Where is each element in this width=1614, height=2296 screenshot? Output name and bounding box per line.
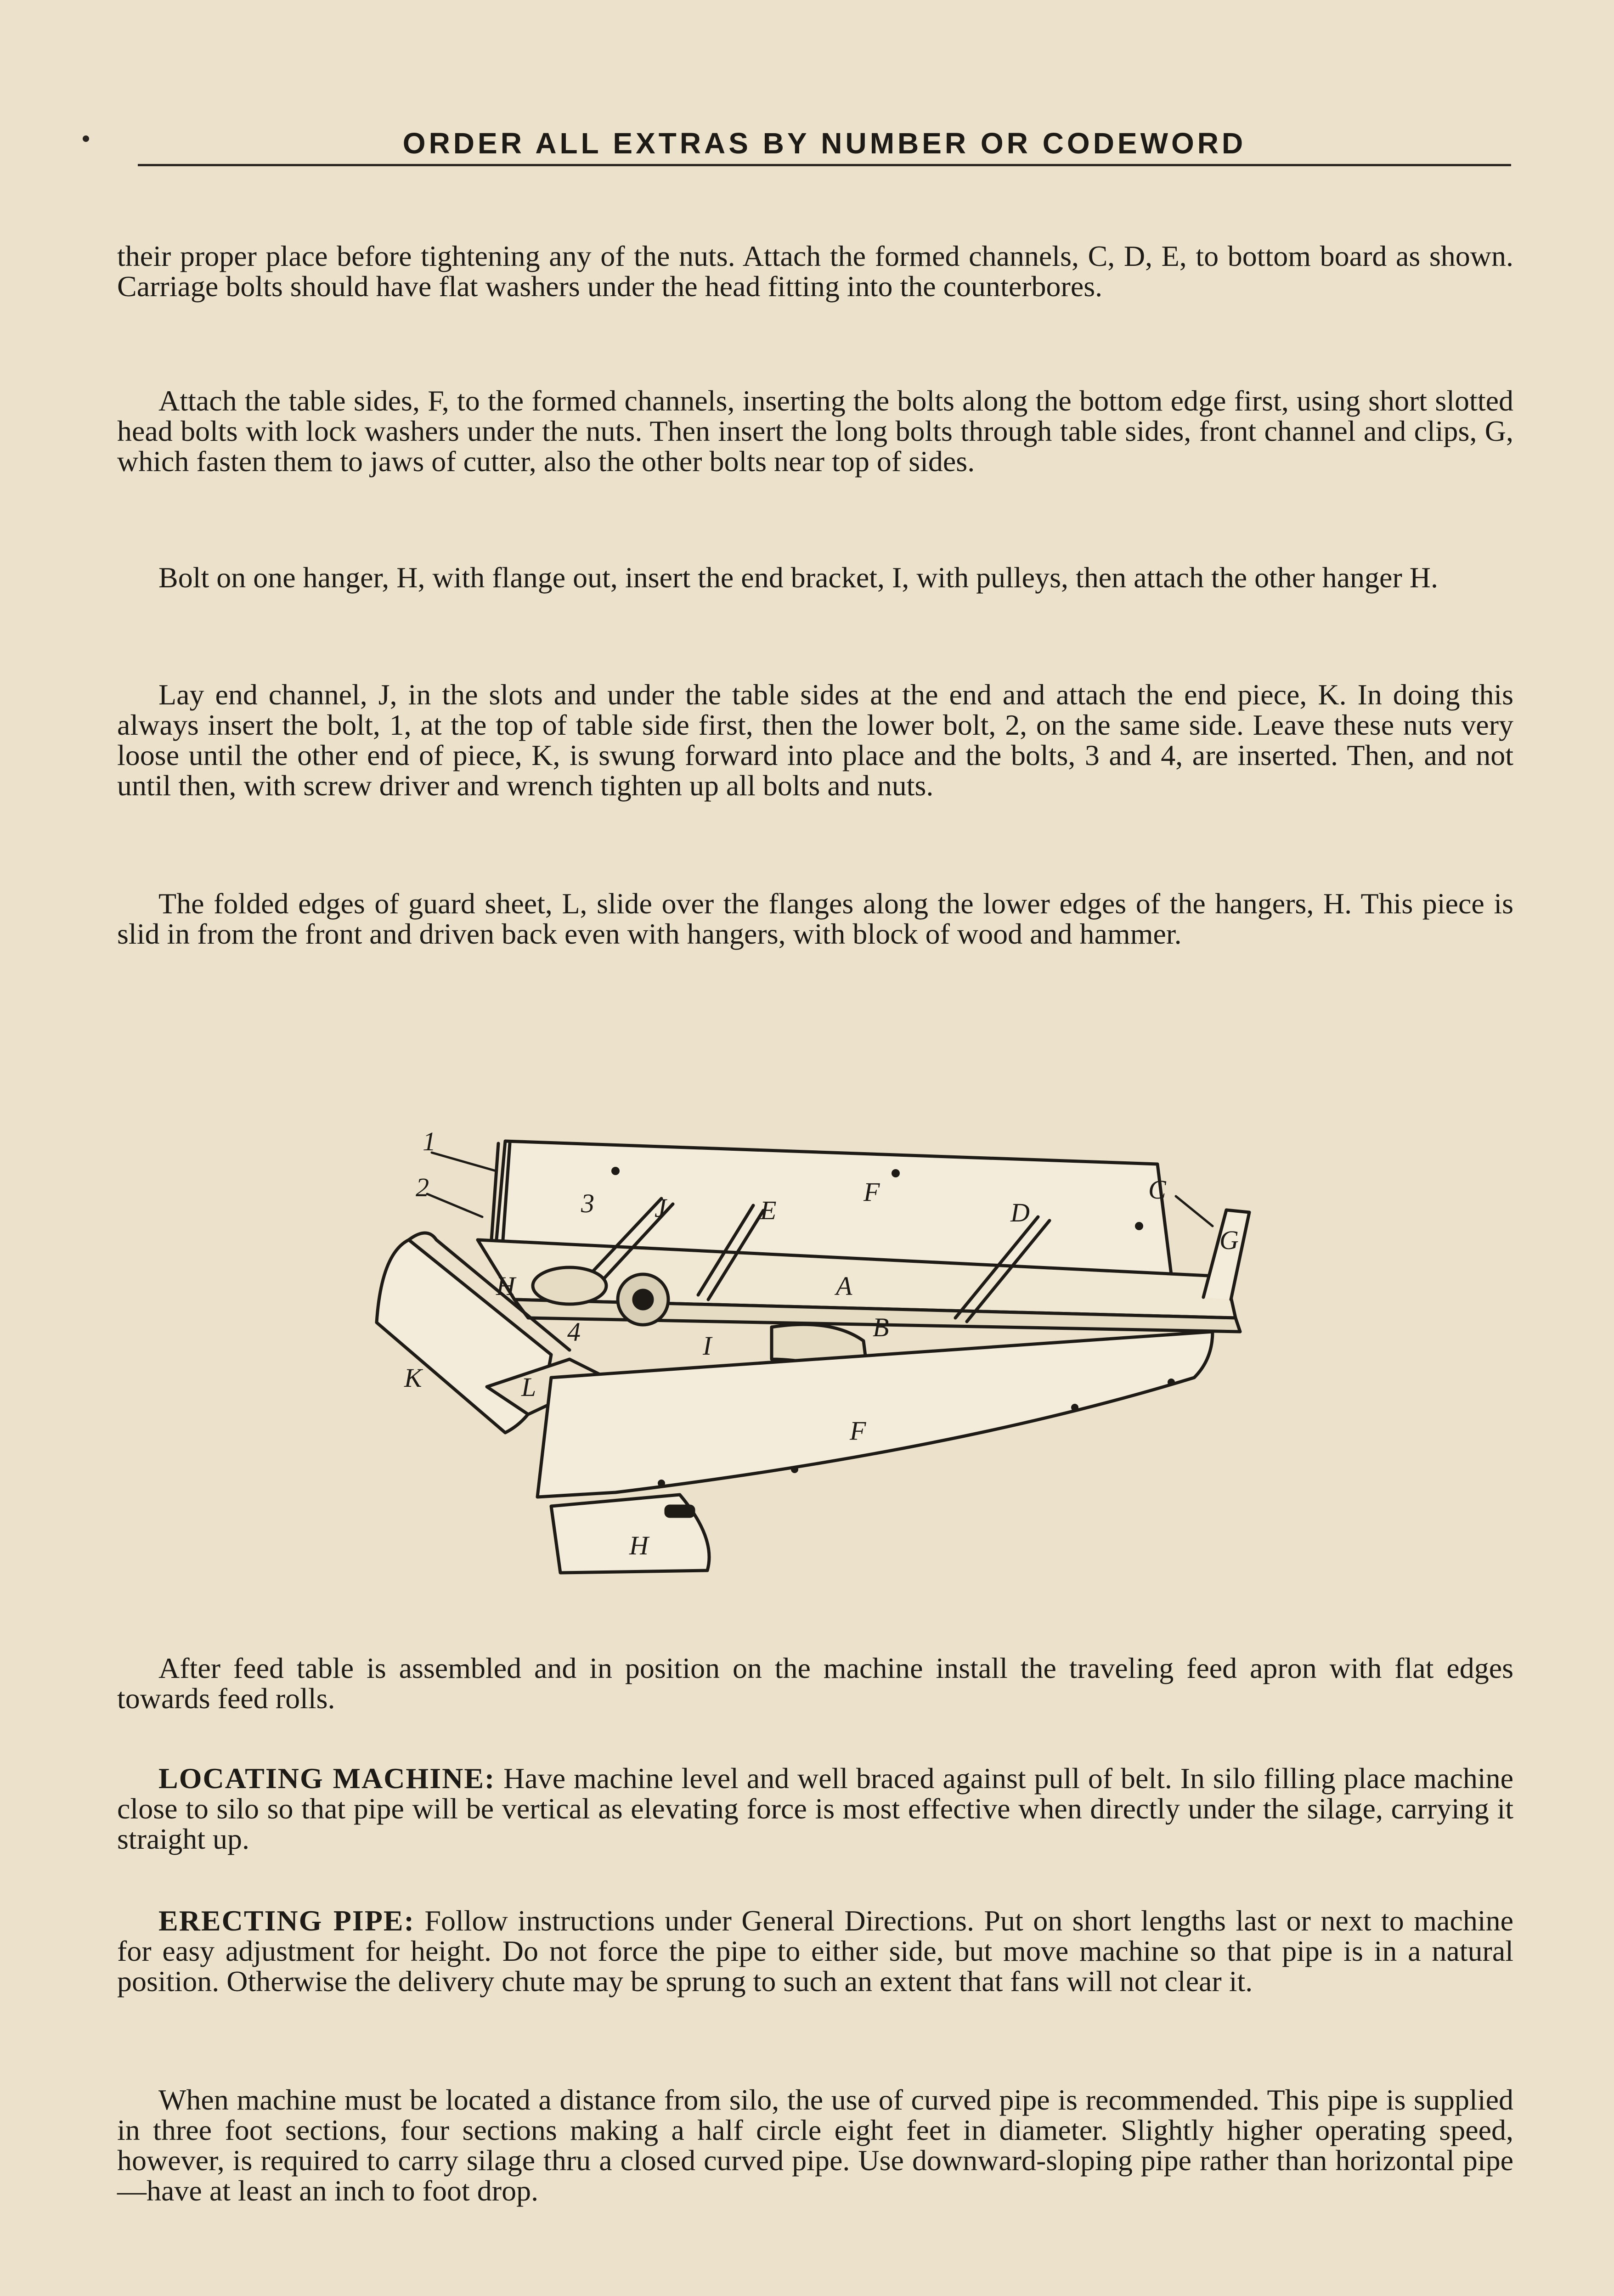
paragraph-7-body: Have machine level and well braced against pull of belt. In silo filling place machine close to silo so that pipe will be vertical as elevating force is most effective when directly under the silage, carrying it straight up. (117, 1762, 1514, 1855)
paragraph-8-body: Follow instructions under General Directions. Put on short lengths last or next to machine for easy adjustment for height. Do not force the pipe to either side, but move machine so that pipe is in a natural position. Otherwise the delivery chute may be sprung to such an extent that fans will not clear it. (117, 1904, 1514, 1998)
bolt-hole (892, 1169, 900, 1177)
paragraph-9: When machine must be located a distance from silo, the use of curved pipe is recommended. This pipe is supplied in three foot sections, four sections making a half circle eight feet in diameter. Slightly higher operating speed, however, is required to carry silage thru a closed curved pipe. Use downward-sloping pipe rather than horizontal pipe—have at least an inch to foot drop. (117, 2083, 1513, 2207)
label-L: L (521, 1372, 536, 1402)
lead-erecting-pipe: ERECTING PIPE: (158, 1904, 415, 1937)
bolt-hole (658, 1480, 665, 1487)
label-J: J (655, 1193, 666, 1223)
label-2: 2 (416, 1172, 429, 1202)
table-side-near (537, 1332, 1213, 1497)
header-dot (83, 135, 89, 142)
label-B: B (873, 1312, 889, 1342)
paragraph-5: The folded edges of guard sheet, L, slide over the flanges along the lower edges of the hangers, H. This piece is slid in from the front and driven back even with hangers, with block of wood and hammer. (117, 887, 1513, 950)
leader-2 (427, 1194, 482, 1217)
hanger-slot (666, 1506, 694, 1516)
label-I: I (703, 1331, 712, 1361)
label-1: 1 (423, 1126, 436, 1156)
paragraph-2: Attach the table sides, F, to the formed channels, inserting the bolts along the bottom edge first, using short slotted head bolts with lock washers under the nuts. Then insert the long bolts through table sides, front channel and clips, G, which fasten them to jaws of cutter, also the other bolts near top of sides. (117, 384, 1513, 478)
label-K: K (404, 1363, 422, 1393)
label-E: E (760, 1195, 777, 1225)
label-F-bottom: F (850, 1416, 866, 1446)
label-D: D (1010, 1198, 1030, 1227)
paragraph-7 (117, 1763, 1513, 1854)
leader-1 (432, 1153, 496, 1171)
label-3: 3 (581, 1188, 594, 1218)
leader-C (1176, 1196, 1213, 1226)
label-4: 4 (567, 1317, 581, 1347)
bolt-hole (791, 1466, 798, 1473)
label-F-top: F (863, 1177, 880, 1207)
bolt-hole (1071, 1404, 1078, 1411)
paragraph-4: Lay end channel, J, in the slots and under the table sides at the end and attach the end piece, K. In doing this always insert the bolt, 1, at the top of table side first, then the lower bolt, 2, on the same side. Leave these nuts very loose until the other end of piece, K, is swung forward into place and the bolts, 3 and 4, are inserted. Then, and not until then, with screw driver and wrench tighten up all bolts and nuts. (117, 678, 1513, 802)
paragraph-8 (117, 1906, 1513, 1997)
roller (533, 1267, 606, 1304)
label-C: C (1148, 1175, 1166, 1204)
lead-locating-machine: LOCATING MACHINE: (158, 1762, 496, 1795)
bolt-hole (611, 1167, 620, 1175)
paragraph-1: their proper place before tightening any of the nuts. Attach the formed channels, C, D, E, to bottom board as shown. Carriage bolts should have flat washers under the head fitting into the counterbores. (117, 240, 1513, 303)
label-A: A (836, 1271, 852, 1301)
header-title: ORDER ALL EXTRAS BY NUMBER OR CODEWORD (402, 127, 1247, 160)
pulley-hub (634, 1290, 652, 1309)
running-header (138, 126, 1511, 166)
paragraph-6: After feed table is assembled and in position on the machine install the traveling feed apron with flat edges towards feed rolls. (117, 1652, 1513, 1715)
diagram-svg (312, 1102, 1277, 1575)
paragraph-3: Bolt on one hanger, H, with flange out, insert the end bracket, I, with pulleys, then attach the other hanger H. (158, 561, 1438, 594)
label-H-upper: H (496, 1271, 515, 1301)
label-H-lower: H (629, 1531, 649, 1560)
label-G: G (1219, 1225, 1239, 1255)
bolt-hole (1135, 1222, 1143, 1230)
bolt-hole (1168, 1379, 1175, 1386)
feed-table-assembly-diagram (312, 1102, 1277, 1575)
